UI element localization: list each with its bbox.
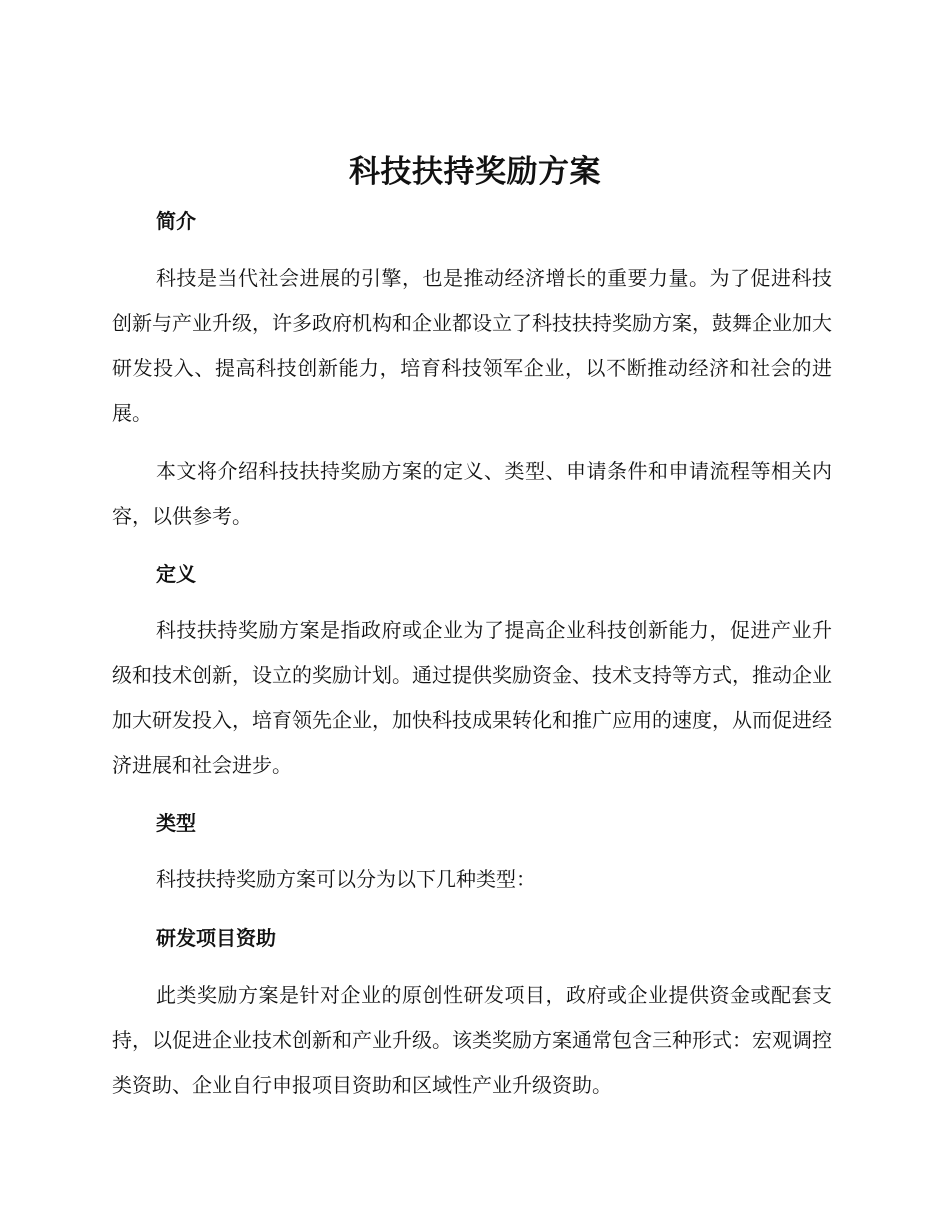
paragraph-definition-1: 科技扶持奖励方案是指政府或企业为了提高企业科技创新能力，促进产业升级和技术创新，设立的奖励计划。通过提供奖励资金、技术支持等方式，推动企业加大研发投入，培育领先企业，加快科技成果转化和推广应用的速度，从而促进经济进展和社会进步。 xyxy=(112,618,832,777)
section-heading-types: 类型 xyxy=(156,811,196,835)
paragraph-intro-1: 科技是当代社会进展的引擎，也是推动经济增长的重要力量。为了促进科技创新与产业升级，许多政府机构和企业都设立了科技扶持奖励方案，鼓舞企业加大研发投入、提高科技创新能力，培育科技领军企业，以不断推动经济和社会的进展。 xyxy=(112,266,832,425)
section-heading-intro: 简介 xyxy=(156,209,196,233)
section-heading-definition: 定义 xyxy=(156,562,196,586)
paragraph-intro-2: 本文将介绍科技扶持奖励方案的定义、类型、申请条件和申请流程等相关内容，以供参考。 xyxy=(112,459,832,528)
document-title: 科技扶持奖励方案 xyxy=(349,154,601,190)
section-heading-rd-funding: 研发项目资助 xyxy=(156,926,276,950)
paragraph-types-1: 科技扶持奖励方案可以分为以下几种类型： xyxy=(156,867,536,891)
paragraph-rd-funding-1: 此类奖励方案是针对企业的原创性研发项目，政府或企业提供资金或配套支持，以促进企业技术创新和产业升级。该类奖励方案通常包含三种形式：宏观调控类资助、企业自行申报项目资助和区域性产业升级资助。 xyxy=(112,983,832,1097)
